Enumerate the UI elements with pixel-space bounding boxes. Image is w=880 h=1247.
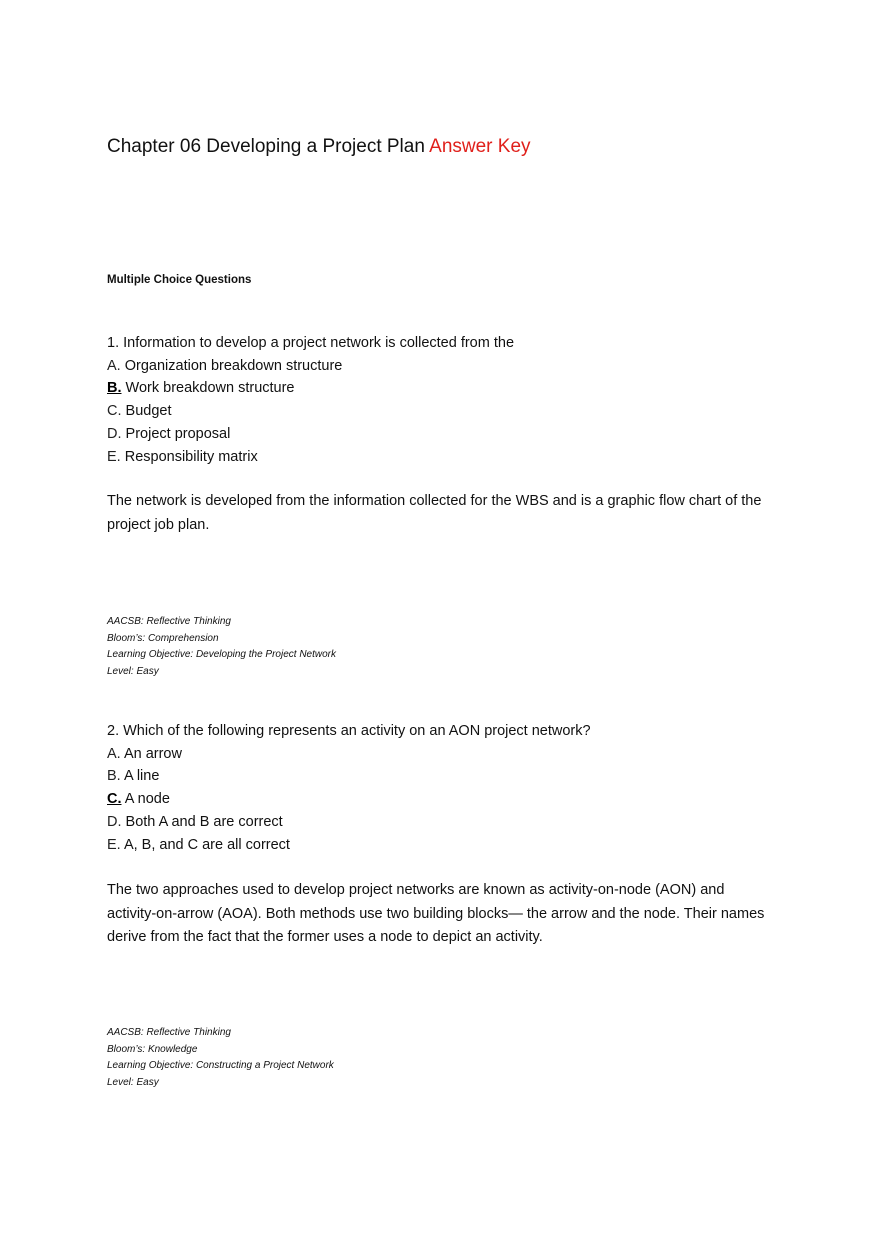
option-d: D. Project proposal: [107, 425, 231, 442]
option-b-correct: B. Work breakdown structure: [107, 380, 295, 397]
option-e: E. A, B, and C are all correct: [107, 836, 290, 853]
option-d: D. Both A and B are correct: [107, 813, 283, 830]
question-1-metadata: [107, 614, 336, 680]
aacsb-tag: AACSB: Reflective Thinking: [107, 616, 231, 627]
option-c-correct: C. A node: [107, 791, 170, 808]
answer-explanation: The network is developed from the information collected for the WBS and is a graphic flow chart of the project job plan.: [107, 493, 762, 533]
blooms-tag: Bloom’s: Comprehension: [107, 632, 219, 644]
option-c: C. Budget: [107, 403, 172, 420]
level-tag: Level: Easy: [107, 1076, 159, 1088]
answer-explanation: The two approaches used to develop project networks are known as activity-on-node (AON) and activity-on-arrow (AOA). Both methods use two building blocks— the arrow and the node. Their names derive from the fact that the former uses a node to depict an activity.: [107, 882, 765, 946]
option-b: B. A line: [107, 768, 160, 785]
option-a: A. An arrow: [107, 745, 182, 762]
page-title: [107, 133, 531, 161]
option-e: E. Responsibility matrix: [107, 448, 258, 465]
aacsb-tag: AACSB: Reflective Thinking: [107, 1027, 231, 1038]
question-text: 2. Which of the following represents an activity on an AON project network?: [107, 723, 591, 739]
section-heading: Multiple Choice Questions: [107, 274, 252, 286]
title-main: Chapter 06 Developing a Project Plan: [107, 136, 425, 157]
question-text: 1. Information to develop a project network is collected from the: [107, 335, 515, 351]
question-1: [107, 332, 787, 537]
option-a: A. Organization breakdown structure: [107, 357, 343, 374]
title-answer-key: Answer Key: [429, 136, 531, 157]
learning-objective-tag: Learning Objective: Developing the Project Network: [107, 649, 337, 661]
question-2-metadata: [107, 1025, 334, 1091]
level-tag: Level: Easy: [107, 665, 159, 677]
question-2: [107, 720, 787, 950]
learning-objective-tag: Learning Objective: Constructing a Project Network: [107, 1060, 334, 1072]
blooms-tag: Bloom’s: Knowledge: [107, 1043, 198, 1055]
